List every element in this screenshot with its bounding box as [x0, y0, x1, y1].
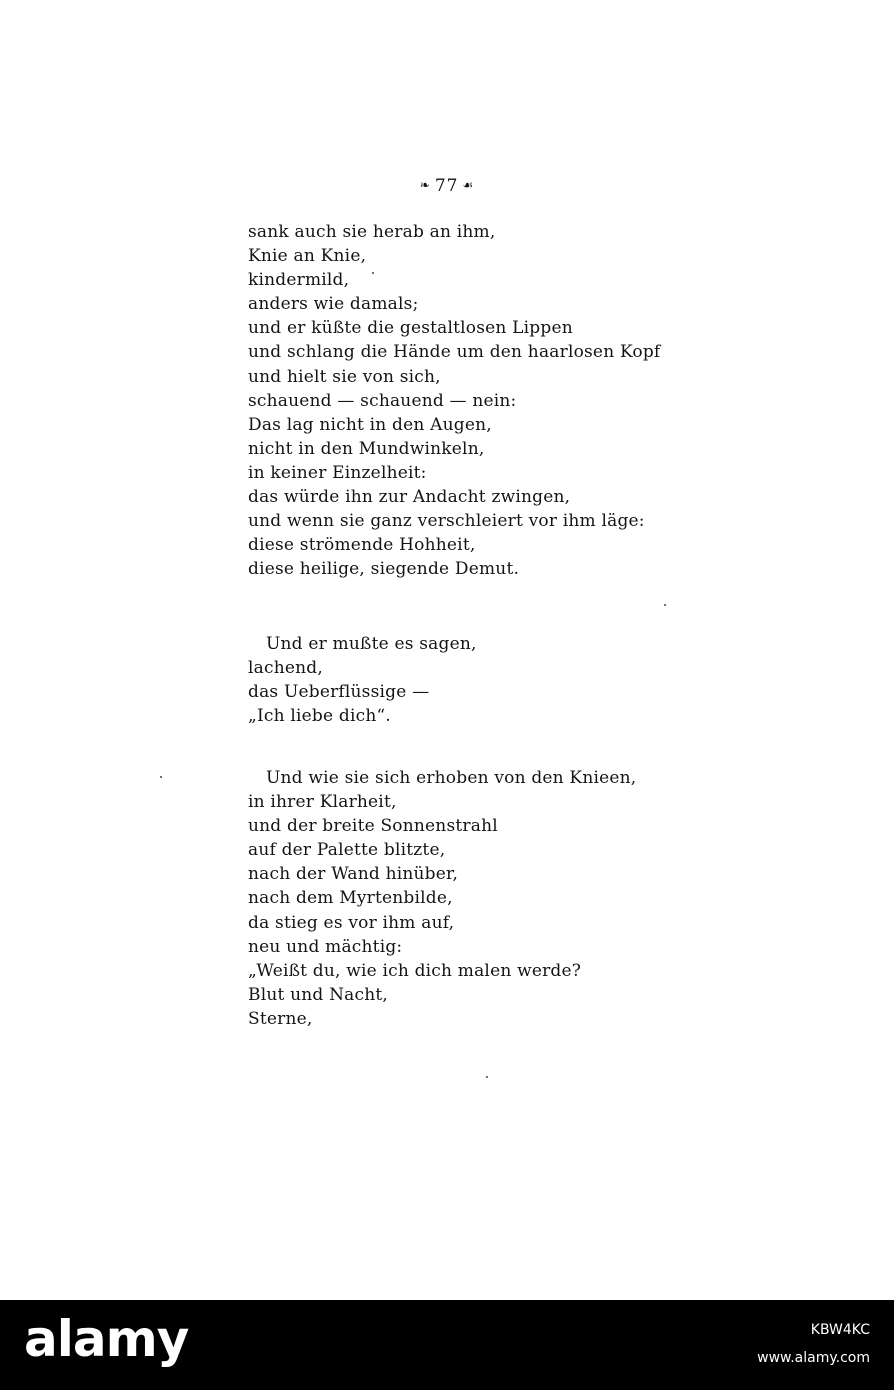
page-number — [0, 176, 894, 196]
verse-line: in ihrer Klarheit, — [248, 792, 397, 813]
verse-line: „Weißt du, wie ich dich malen werde? — [248, 960, 582, 981]
verse-line: und schlang die Hände um den haarlosen Kopf — [248, 342, 661, 363]
brand-logo: alamy — [24, 1310, 189, 1368]
site-url: www.alamy.com — [757, 1350, 870, 1366]
verse-line: das würde ihn zur Andacht zwingen, — [248, 487, 571, 508]
scan-speck — [372, 272, 374, 274]
verse-line: Das lag nicht in den Augen, — [248, 414, 492, 435]
scan-speck — [664, 604, 666, 606]
verse-line: kindermild, — [248, 270, 350, 291]
page-number-text: 77 — [434, 176, 459, 196]
scan-speck — [160, 776, 162, 778]
verse-line: Und wie sie sich erhoben von den Knieen, — [266, 768, 637, 788]
verse-line: neu und mächtig: — [248, 936, 403, 957]
verse-line: schauend — schauend — nein: — [248, 390, 517, 411]
image-id: KBW4KC — [810, 1322, 870, 1338]
verse-line: in keiner Einzelheit: — [248, 462, 427, 483]
verse-line: auf der Palette blitzte, — [248, 840, 446, 861]
verse-line: Blut und Nacht, — [248, 984, 389, 1005]
verse-line: anders wie damals; — [248, 294, 419, 315]
verse-line: und er küßte die gestaltlosen Lippen — [248, 318, 573, 339]
verse-line: Und er mußte es sagen, — [266, 634, 477, 654]
stanza-1 — [248, 220, 708, 581]
verse-line: und der breite Sonnenstrahl — [248, 816, 498, 837]
verse-line: nicht in den Mundwinkeln, — [248, 438, 485, 459]
verse-line: diese strömende Hohheit, — [248, 535, 476, 556]
verse-line: das Ueberflüssige — — [248, 682, 430, 703]
ornament-left-icon: ❧ — [419, 178, 431, 192]
verse-line: lachend, — [248, 658, 323, 679]
verse-line: nach dem Myrtenbilde, — [248, 888, 453, 909]
stanza-3 — [248, 766, 708, 1031]
verse-line: diese heilige, siegende Demut. — [248, 559, 520, 580]
scan-speck — [486, 1076, 488, 1078]
verse-line: und wenn sie ganz verschleiert vor ihm läge: — [248, 511, 645, 532]
verse-line: „Ich liebe dich“. — [248, 706, 391, 727]
verse-line: und hielt sie von sich, — [248, 366, 441, 387]
verse-line: sank auch sie herab an ihm, — [248, 222, 496, 242]
verse-line: Knie an Knie, — [248, 246, 367, 267]
verse-line: nach der Wand hinüber, — [248, 864, 459, 885]
stanza-2 — [248, 632, 708, 728]
ornament-right-icon: ☙ — [462, 178, 475, 192]
watermark-footer — [0, 1300, 894, 1390]
verse-line: da stieg es vor ihm auf, — [248, 912, 455, 933]
verse-line: Sterne, — [248, 1008, 313, 1029]
